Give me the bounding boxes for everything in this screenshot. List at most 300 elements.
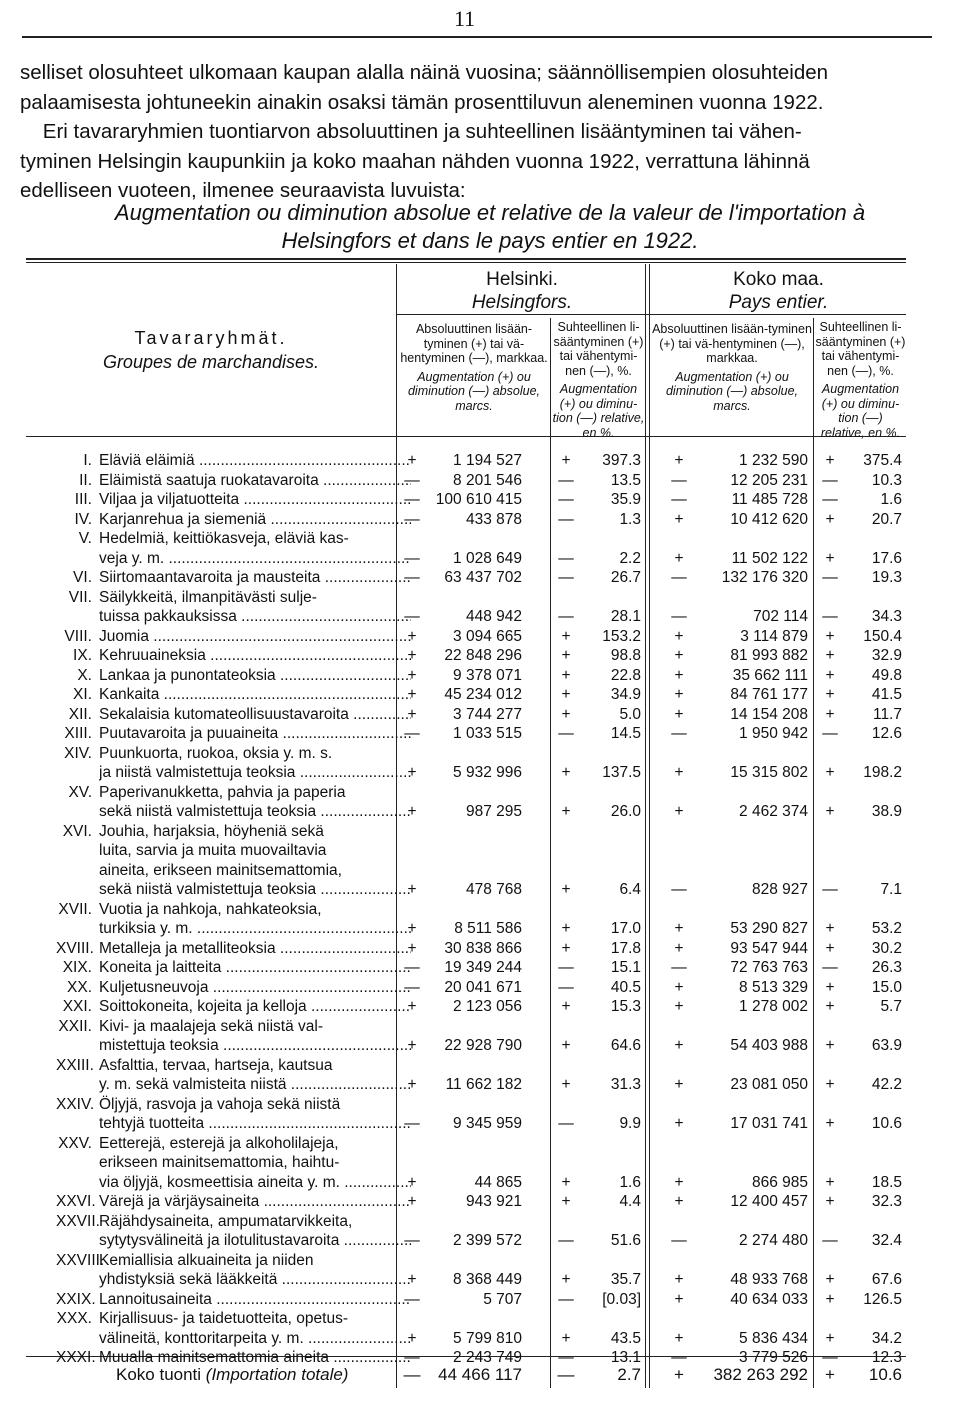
helsinki-abs-sign: + <box>407 647 417 664</box>
country-abs-value: 702 114 <box>753 608 808 625</box>
helsinki-rel-sign: + <box>561 452 571 469</box>
helsinki-rel-value: 35.7 <box>610 1271 641 1288</box>
helsinki-abs-value: 2 243 749 <box>453 1349 522 1366</box>
helsinki-rel-sign: + <box>561 686 571 703</box>
helsinki-abs-value: 8 201 546 <box>453 471 522 489</box>
row-number: IV. <box>74 510 92 528</box>
helsinki-abs-sign: — <box>404 608 420 625</box>
row-number: XXXI. <box>56 1349 96 1366</box>
country-rel-value: 10.6 <box>871 1115 902 1132</box>
helsinki-abs-sign: + <box>407 803 417 820</box>
country-rel-value: 38.9 <box>871 803 902 820</box>
country-abs-sign: + <box>674 510 684 528</box>
helsinki-abs-value: 3 744 277 <box>453 705 522 723</box>
helsinki-abs-sign: + <box>407 920 417 937</box>
intro-line: palaamisesta johtuneekin ainakin osaksi tämän prosenttiluvun aleneminen vuonna 1922. <box>20 90 824 114</box>
helsinki-abs-value: 8 368 449 <box>453 1271 522 1288</box>
helsinki-abs-value: 5 707 <box>483 1290 522 1308</box>
country-abs-sign: + <box>674 1076 684 1093</box>
row-label <box>99 900 411 939</box>
table-row <box>26 685 906 705</box>
helsinki-rel-sign: + <box>561 1076 571 1093</box>
helsinki-rel-value: 26.0 <box>610 803 641 820</box>
row-label-line: Paperivanukketta, pahvia ja paperia <box>99 783 346 801</box>
row-number: XXVII. <box>56 1212 100 1230</box>
row-number: XXX. <box>56 1310 92 1327</box>
helsinki-abs-sign: + <box>407 452 417 469</box>
helsinki-rel-value: 35.9 <box>610 491 641 508</box>
row-label-line: Asfalttia, tervaa, hartseja, kautsua <box>99 1056 333 1074</box>
helsinki-abs-sign: + <box>407 1329 417 1347</box>
row-label-line: Vuotia ja nahkoja, nahkateoksia, <box>99 900 322 918</box>
country-abs-sign: + <box>674 1193 684 1210</box>
helsinki-rel-sign: + <box>561 705 571 723</box>
country-abs-sign: — <box>671 959 687 976</box>
helsinki-rel-value: 28.1 <box>610 608 641 625</box>
country-abs-sign: + <box>674 939 684 957</box>
row-label <box>99 1095 411 1134</box>
intro-paragraph <box>20 58 938 206</box>
helsinki-rel-value: 64.6 <box>610 1037 641 1054</box>
country-rel-value: 34.3 <box>871 608 902 625</box>
country-rel-sign: + <box>825 920 835 937</box>
country-rel-sign: + <box>825 686 835 703</box>
country-abs-value: 866 985 <box>751 1173 808 1191</box>
goods-header-fi: Tavararyhmät. <box>134 328 288 348</box>
helsinki-rel-sign: + <box>561 1329 571 1347</box>
helsinki-abs-sign: + <box>407 881 417 898</box>
row-label <box>99 958 411 978</box>
helsinki-abs-sign: — <box>404 1349 420 1366</box>
table-row <box>26 1017 906 1056</box>
helsinki-abs-sign: — <box>404 959 420 976</box>
helsinki-rel-value: 34.9 <box>610 686 641 703</box>
helsinki-abs-value: 2 399 572 <box>453 1232 522 1249</box>
row-label <box>99 744 411 783</box>
country-rel-sign: + <box>825 1037 835 1054</box>
country-rel-value: 18.5 <box>871 1173 902 1191</box>
country-abs-value: 2 274 480 <box>739 1232 808 1249</box>
row-label-line: erikseen mainitsemattomia, haihtu- <box>99 1154 340 1171</box>
country-abs-sign: + <box>674 666 684 684</box>
helsinki-abs-value: 11 662 182 <box>445 1076 522 1093</box>
country-rel-value: 15.0 <box>871 978 902 996</box>
country-abs-sign: — <box>671 569 687 586</box>
helsinki-abs-value: 19 349 244 <box>444 959 522 976</box>
row-number: I. <box>83 452 92 469</box>
country-abs-sign: + <box>674 1271 684 1288</box>
country-rel-sign: + <box>825 1290 835 1308</box>
helsinki-abs-value: 5 932 996 <box>453 764 522 781</box>
helsinki-abs-value: 987 295 <box>465 803 522 820</box>
country-rel-value: 30.2 <box>871 939 902 957</box>
goods-header-fr: Groupes de marchandises. <box>102 352 320 372</box>
helsinki-abs-sign: — <box>404 510 420 528</box>
row-number: VII. <box>68 588 92 606</box>
row-label-line: yhdistyksiä sekä lääkkeitä ..... <box>99 1270 411 1290</box>
country-rel-value: 32.3 <box>871 1193 902 1210</box>
helsinki-rel-header <box>552 320 645 440</box>
row-number: XXV. <box>58 1134 92 1152</box>
total-helsinki-rel-sign: — <box>557 1365 575 1384</box>
helsinki-rel-sign: — <box>558 608 574 625</box>
country-abs-sign: + <box>674 978 684 996</box>
country-rel-sign: + <box>825 1329 835 1347</box>
row-label-line: Eläviä eläimiä ..... <box>99 451 411 471</box>
helsinki-abs-value: 9 378 071 <box>453 666 522 684</box>
country-abs-sign: + <box>674 627 684 645</box>
helsinki-abs-sign: — <box>404 1232 420 1249</box>
total-label <box>116 1364 348 1386</box>
table-row <box>26 1134 906 1193</box>
helsinki-abs-value: 44 865 <box>474 1173 522 1191</box>
table-top-rule <box>26 258 906 260</box>
helsinki-abs-sign: + <box>407 1076 417 1093</box>
helsinki-rel-value: 43.5 <box>610 1329 641 1347</box>
row-label <box>99 588 411 627</box>
helsinki-rel-value: 26.7 <box>610 569 641 586</box>
row-label-line: Säilykkeitä, ilmanpitävästi sulje- <box>99 588 317 606</box>
row-label-line: Puutavaroita ja puuaineita ..... <box>99 724 411 744</box>
helsinki-rel-sign: + <box>561 627 571 645</box>
helsinki-rel-sign: + <box>561 1193 571 1210</box>
header-bottom-rule <box>26 436 906 437</box>
country-abs-value: 81 993 882 <box>730 647 808 664</box>
table-row <box>26 744 906 783</box>
country-rel-header <box>815 320 906 440</box>
row-number: XV. <box>68 783 92 801</box>
table-row <box>26 1095 906 1134</box>
total-row <box>26 1364 906 1386</box>
helsinki-rel-value: 40.5 <box>610 978 641 996</box>
row-number: II. <box>79 471 92 489</box>
row-number: XXII. <box>58 1017 92 1035</box>
total-country-sign: + <box>674 1365 684 1384</box>
row-label <box>99 1056 411 1095</box>
helsinki-abs-value: 478 768 <box>465 881 522 898</box>
country-abs-sign: + <box>674 1290 684 1308</box>
abs-header-fr: Augmentation (+) ou diminution (—) absolue, marcs. <box>407 369 540 413</box>
country-rel-value: 20.7 <box>871 510 902 528</box>
table-row <box>26 1290 906 1310</box>
country-abs-value: 132 176 320 <box>721 569 808 586</box>
helsinki-rel-value: 31.3 <box>610 1076 641 1093</box>
table-row <box>26 588 906 627</box>
helsinki-rel-sign: — <box>558 1232 574 1249</box>
row-label-line: Koneita ja laitteita ..... <box>99 958 411 978</box>
country-abs-value: 3 779 526 <box>739 1349 808 1366</box>
country-abs-sign: + <box>674 803 684 820</box>
country-rel-sign: + <box>825 549 835 567</box>
country-abs-value: 17 031 741 <box>730 1115 808 1132</box>
row-label-line: Jouhia, harjaksia, höyheniä sekä <box>99 822 324 840</box>
country-rel-sign: + <box>825 510 835 528</box>
row-label-line: sekä niistä valmistettuja teoksia ..... <box>99 880 411 900</box>
helsinki-rel-value: [0.03] <box>602 1290 641 1308</box>
country-abs-sign: + <box>674 686 684 703</box>
country-rel-sign: + <box>825 803 835 820</box>
row-label-line: Sekalaisia kutomateollisuustavaroita ..... <box>99 705 411 725</box>
country-rel-sign: + <box>825 1173 835 1191</box>
country-abs-value: 15 315 802 <box>730 764 808 781</box>
country-rel-value: 12.6 <box>871 725 902 742</box>
row-label <box>99 978 411 998</box>
helsinki-rel-sign: + <box>561 647 571 664</box>
helsinki-abs-sign: + <box>407 764 417 781</box>
row-label-line: Räjähdysaineita, ampumatarvikkeita, <box>99 1212 353 1230</box>
helsinki-rel-sign: — <box>558 1115 574 1132</box>
country-rel-value: 34.2 <box>871 1329 902 1347</box>
row-label-line: Juomia ..... <box>99 627 411 647</box>
helsinki-rel-sign: + <box>561 1037 571 1054</box>
country-rel-sign: + <box>825 1076 835 1093</box>
country-rel-value: 11.7 <box>872 705 902 723</box>
country-rel-sign: — <box>822 471 838 489</box>
row-label-line: Puunkuorta, ruokoa, oksia y. m. s. <box>99 744 333 762</box>
row-label <box>99 939 411 959</box>
row-label-line: tuissa pakkauksissa ..... <box>99 607 411 627</box>
country-rel-value: 10.3 <box>871 471 902 489</box>
row-label-line: tehtyjä tuotteita ..... <box>99 1114 411 1134</box>
helsinki-rel-value: 15.3 <box>610 998 641 1015</box>
country-rel-value: 32.9 <box>871 647 902 664</box>
table-row <box>26 783 906 822</box>
country-rel-sign: + <box>825 939 835 957</box>
helsinki-rel-sign: + <box>561 1173 571 1191</box>
helsinki-rel-sign: + <box>561 764 571 781</box>
row-label <box>99 1134 411 1193</box>
row-label <box>99 646 411 666</box>
helsinki-abs-sign: + <box>407 1037 417 1054</box>
country-rel-sign: + <box>825 666 835 684</box>
row-label <box>99 1251 411 1290</box>
goods-header <box>46 326 376 374</box>
helsinki-rel-sign: + <box>561 998 571 1015</box>
row-label-line: ja niistä valmistettuja teoksia ..... <box>99 763 411 783</box>
row-number: V. <box>78 530 92 547</box>
total-helsinki-rel: 2.7 <box>617 1365 641 1384</box>
country-abs-sign: — <box>671 491 687 508</box>
country-abs-sign: + <box>674 764 684 781</box>
country-rel-sign: — <box>822 491 838 508</box>
table-row <box>26 958 906 978</box>
helsinki-abs-sign: — <box>404 471 420 489</box>
row-label-line: Kivi- ja maalajeja sekä niistä val- <box>99 1017 323 1035</box>
country-abs-sign: — <box>671 608 687 625</box>
country-rel-sign: + <box>825 978 835 996</box>
row-number: X. <box>77 666 92 684</box>
helsinki-abs-sign: + <box>407 998 417 1015</box>
helsinki-abs-sign: — <box>404 725 420 742</box>
country-abs-sign: — <box>671 881 687 898</box>
helsinki-abs-value: 63 437 702 <box>444 569 522 586</box>
helsinki-header-fr: Helsingfors. <box>471 292 573 313</box>
helsinki-abs-sign: — <box>404 569 420 586</box>
country-rel-sign: + <box>825 647 835 664</box>
table-row <box>26 1056 906 1095</box>
country-abs-header <box>652 322 812 413</box>
country-rel-value: 26.3 <box>871 959 902 976</box>
country-abs-sign: + <box>674 1329 684 1347</box>
table-row <box>26 471 906 491</box>
helsinki-rel-value: 9.9 <box>619 1115 641 1132</box>
country-rel-sign: + <box>825 627 835 645</box>
helsinki-rel-sign: — <box>558 725 574 742</box>
country-abs-sign: — <box>671 1232 687 1249</box>
rel-header-fr: Augmentation (+) ou diminu-tion (—) relative, en %. <box>820 382 901 440</box>
row-number: XVIII. <box>56 939 94 957</box>
row-label-line: Soittokoneita, kojeita ja kelloja ..... <box>99 997 411 1017</box>
helsinki-rel-sign: + <box>561 1271 571 1288</box>
helsinki-rel-sign: — <box>558 978 574 996</box>
group-header-rule <box>396 314 906 315</box>
country-header <box>651 268 906 314</box>
row-label <box>99 490 411 510</box>
helsinki-rel-value: 13.5 <box>610 471 641 489</box>
table-row <box>26 627 906 647</box>
row-number: XX. <box>67 978 92 996</box>
row-number: XVII. <box>58 900 92 918</box>
row-number: XXIII. <box>56 1056 94 1074</box>
country-rel-sign: + <box>825 1271 835 1288</box>
helsinki-rel-value: 5.0 <box>619 705 641 723</box>
country-abs-sign: + <box>674 647 684 664</box>
row-number: XVI. <box>62 822 92 840</box>
country-rel-value: 375.4 <box>863 452 902 469</box>
row-label <box>99 685 411 705</box>
rel-header-fi: Suhteellinen li-sääntyminen (+) tai vähentymi-nen (—), %. <box>815 320 906 378</box>
row-label-line: Muualla mainitsemattomia aineita ..... <box>99 1348 411 1368</box>
row-number: IX. <box>73 647 92 664</box>
row-label <box>99 1309 411 1348</box>
row-label-line: luita, sarvia ja muita muovailtavia <box>99 842 327 859</box>
country-rel-sign: + <box>825 452 835 469</box>
row-label-line: Siirtomaantavaroita ja mausteita ..... <box>99 568 411 588</box>
country-abs-value: 35 662 111 <box>732 666 808 684</box>
helsinki-abs-value: 433 878 <box>465 510 522 528</box>
intro-line: edelliseen vuoteen, ilmenee seuraavista luvuista: <box>20 179 466 202</box>
table-row <box>26 451 906 471</box>
helsinki-abs-value: 45 234 012 <box>444 686 522 703</box>
country-abs-value: 53 290 827 <box>730 920 808 937</box>
total-helsinki-abs: 44 466 117 <box>438 1365 522 1384</box>
country-rel-sign: — <box>822 725 838 742</box>
helsinki-abs-sign: + <box>407 1173 417 1191</box>
helsinki-abs-sign: — <box>404 549 420 567</box>
table-row <box>26 646 906 666</box>
helsinki-rel-sign: — <box>558 549 574 567</box>
row-label-line: mistettuja teoksia ..... <box>99 1036 411 1056</box>
helsinki-rel-sign: — <box>558 569 574 586</box>
row-label-line: sytytysvälineitä ja ilotulitustavaroita ..... <box>99 1231 411 1251</box>
row-label <box>99 627 411 647</box>
country-rel-sign: + <box>825 764 835 781</box>
table-row <box>26 1309 906 1348</box>
helsinki-abs-value: 1 028 649 <box>453 549 522 567</box>
country-abs-value: 48 933 768 <box>730 1271 808 1288</box>
table-row <box>26 705 906 725</box>
country-rel-value: 67.6 <box>871 1271 902 1288</box>
country-rel-value: 19.3 <box>871 569 902 586</box>
helsinki-abs-sign: — <box>404 1290 420 1308</box>
country-abs-sign: + <box>674 1115 684 1132</box>
country-rel-value: 1.6 <box>880 491 902 508</box>
country-abs-value: 93 547 944 <box>730 939 808 957</box>
row-label <box>99 451 411 471</box>
row-label <box>99 724 411 744</box>
country-abs-sign: + <box>674 1037 684 1054</box>
country-rel-value: 126.5 <box>863 1290 902 1308</box>
row-label <box>99 705 411 725</box>
helsinki-rel-sign: — <box>558 1349 574 1366</box>
country-rel-sign: — <box>822 1232 838 1249</box>
table-top-rule-2 <box>26 262 906 263</box>
helsinki-abs-value: 448 942 <box>465 608 522 625</box>
country-abs-value: 1 232 590 <box>739 452 808 469</box>
country-abs-value: 828 927 <box>751 881 808 898</box>
country-abs-sign: + <box>674 1173 684 1191</box>
helsinki-rel-sign: + <box>561 666 571 684</box>
helsinki-abs-sign: + <box>407 705 417 723</box>
helsinki-abs-value: 2 123 056 <box>453 998 522 1015</box>
helsinki-rel-value: 4.4 <box>619 1193 641 1210</box>
row-label-line: via öljyjä, kosmeettisia aineita y. m. ..... <box>99 1173 411 1193</box>
helsinki-abs-sign: + <box>407 1271 417 1288</box>
abs-header-fi: Absoluuttinen lisään-tyminen (+) tai vä-hentyminen (—), markkaa. <box>652 322 812 365</box>
french-title-line2: Helsingfors et dans le pays entier en 1922. <box>281 228 699 253</box>
helsinki-abs-sign: — <box>404 978 420 996</box>
intro-line: selliset olosuhteet ulkomaan kaupan alalla näinä vuosina; säännöllisempien olosuhteiden <box>20 61 829 84</box>
country-abs-value: 72 763 763 <box>730 959 808 976</box>
helsinki-rel-value: 137.5 <box>602 764 641 781</box>
helsinki-abs-value: 1 033 515 <box>453 725 522 742</box>
row-number: III. <box>74 491 92 508</box>
helsinki-abs-sign: + <box>407 1193 417 1210</box>
helsinki-abs-sign: — <box>404 1115 420 1132</box>
helsinki-rel-sign: — <box>558 959 574 976</box>
table-row <box>26 978 906 998</box>
row-label-line: Metalleja ja metalliteoksia ..... <box>99 939 411 959</box>
table-row <box>26 529 906 568</box>
total-label-fi: Koko tuonti <box>116 1365 202 1384</box>
total-country-rel-sign: + <box>825 1365 835 1384</box>
helsinki-rel-sign: — <box>558 510 574 528</box>
row-label-line: Kirjallisuus- ja taidetuotteita, opetus- <box>99 1310 348 1327</box>
row-label <box>99 471 411 491</box>
table-row <box>26 939 906 959</box>
helsinki-abs-value: 5 799 810 <box>453 1329 522 1347</box>
table-row <box>26 1212 906 1251</box>
row-number: XXIV. <box>56 1095 95 1113</box>
helsinki-abs-value: 943 921 <box>465 1193 522 1210</box>
row-number: XIII. <box>64 725 92 742</box>
country-abs-value: 2 462 374 <box>739 803 808 820</box>
country-abs-value: 40 634 033 <box>730 1290 808 1308</box>
country-abs-value: 8 513 329 <box>739 978 808 996</box>
row-label <box>99 568 411 588</box>
row-number: XII. <box>68 705 92 723</box>
country-header-fr: Pays entier. <box>728 292 829 313</box>
total-helsinki-sign: — <box>403 1365 421 1384</box>
helsinki-abs-sign: + <box>407 939 417 957</box>
country-rel-sign: — <box>822 1349 838 1366</box>
row-label-line: y. m. sekä valmisteita niistä ..... <box>99 1075 411 1095</box>
row-number: XI. <box>73 686 92 703</box>
helsinki-abs-sign: + <box>407 686 417 703</box>
row-label-line: Kankaita ..... <box>99 685 411 705</box>
table-row <box>26 900 906 939</box>
country-abs-sign: + <box>674 705 684 723</box>
